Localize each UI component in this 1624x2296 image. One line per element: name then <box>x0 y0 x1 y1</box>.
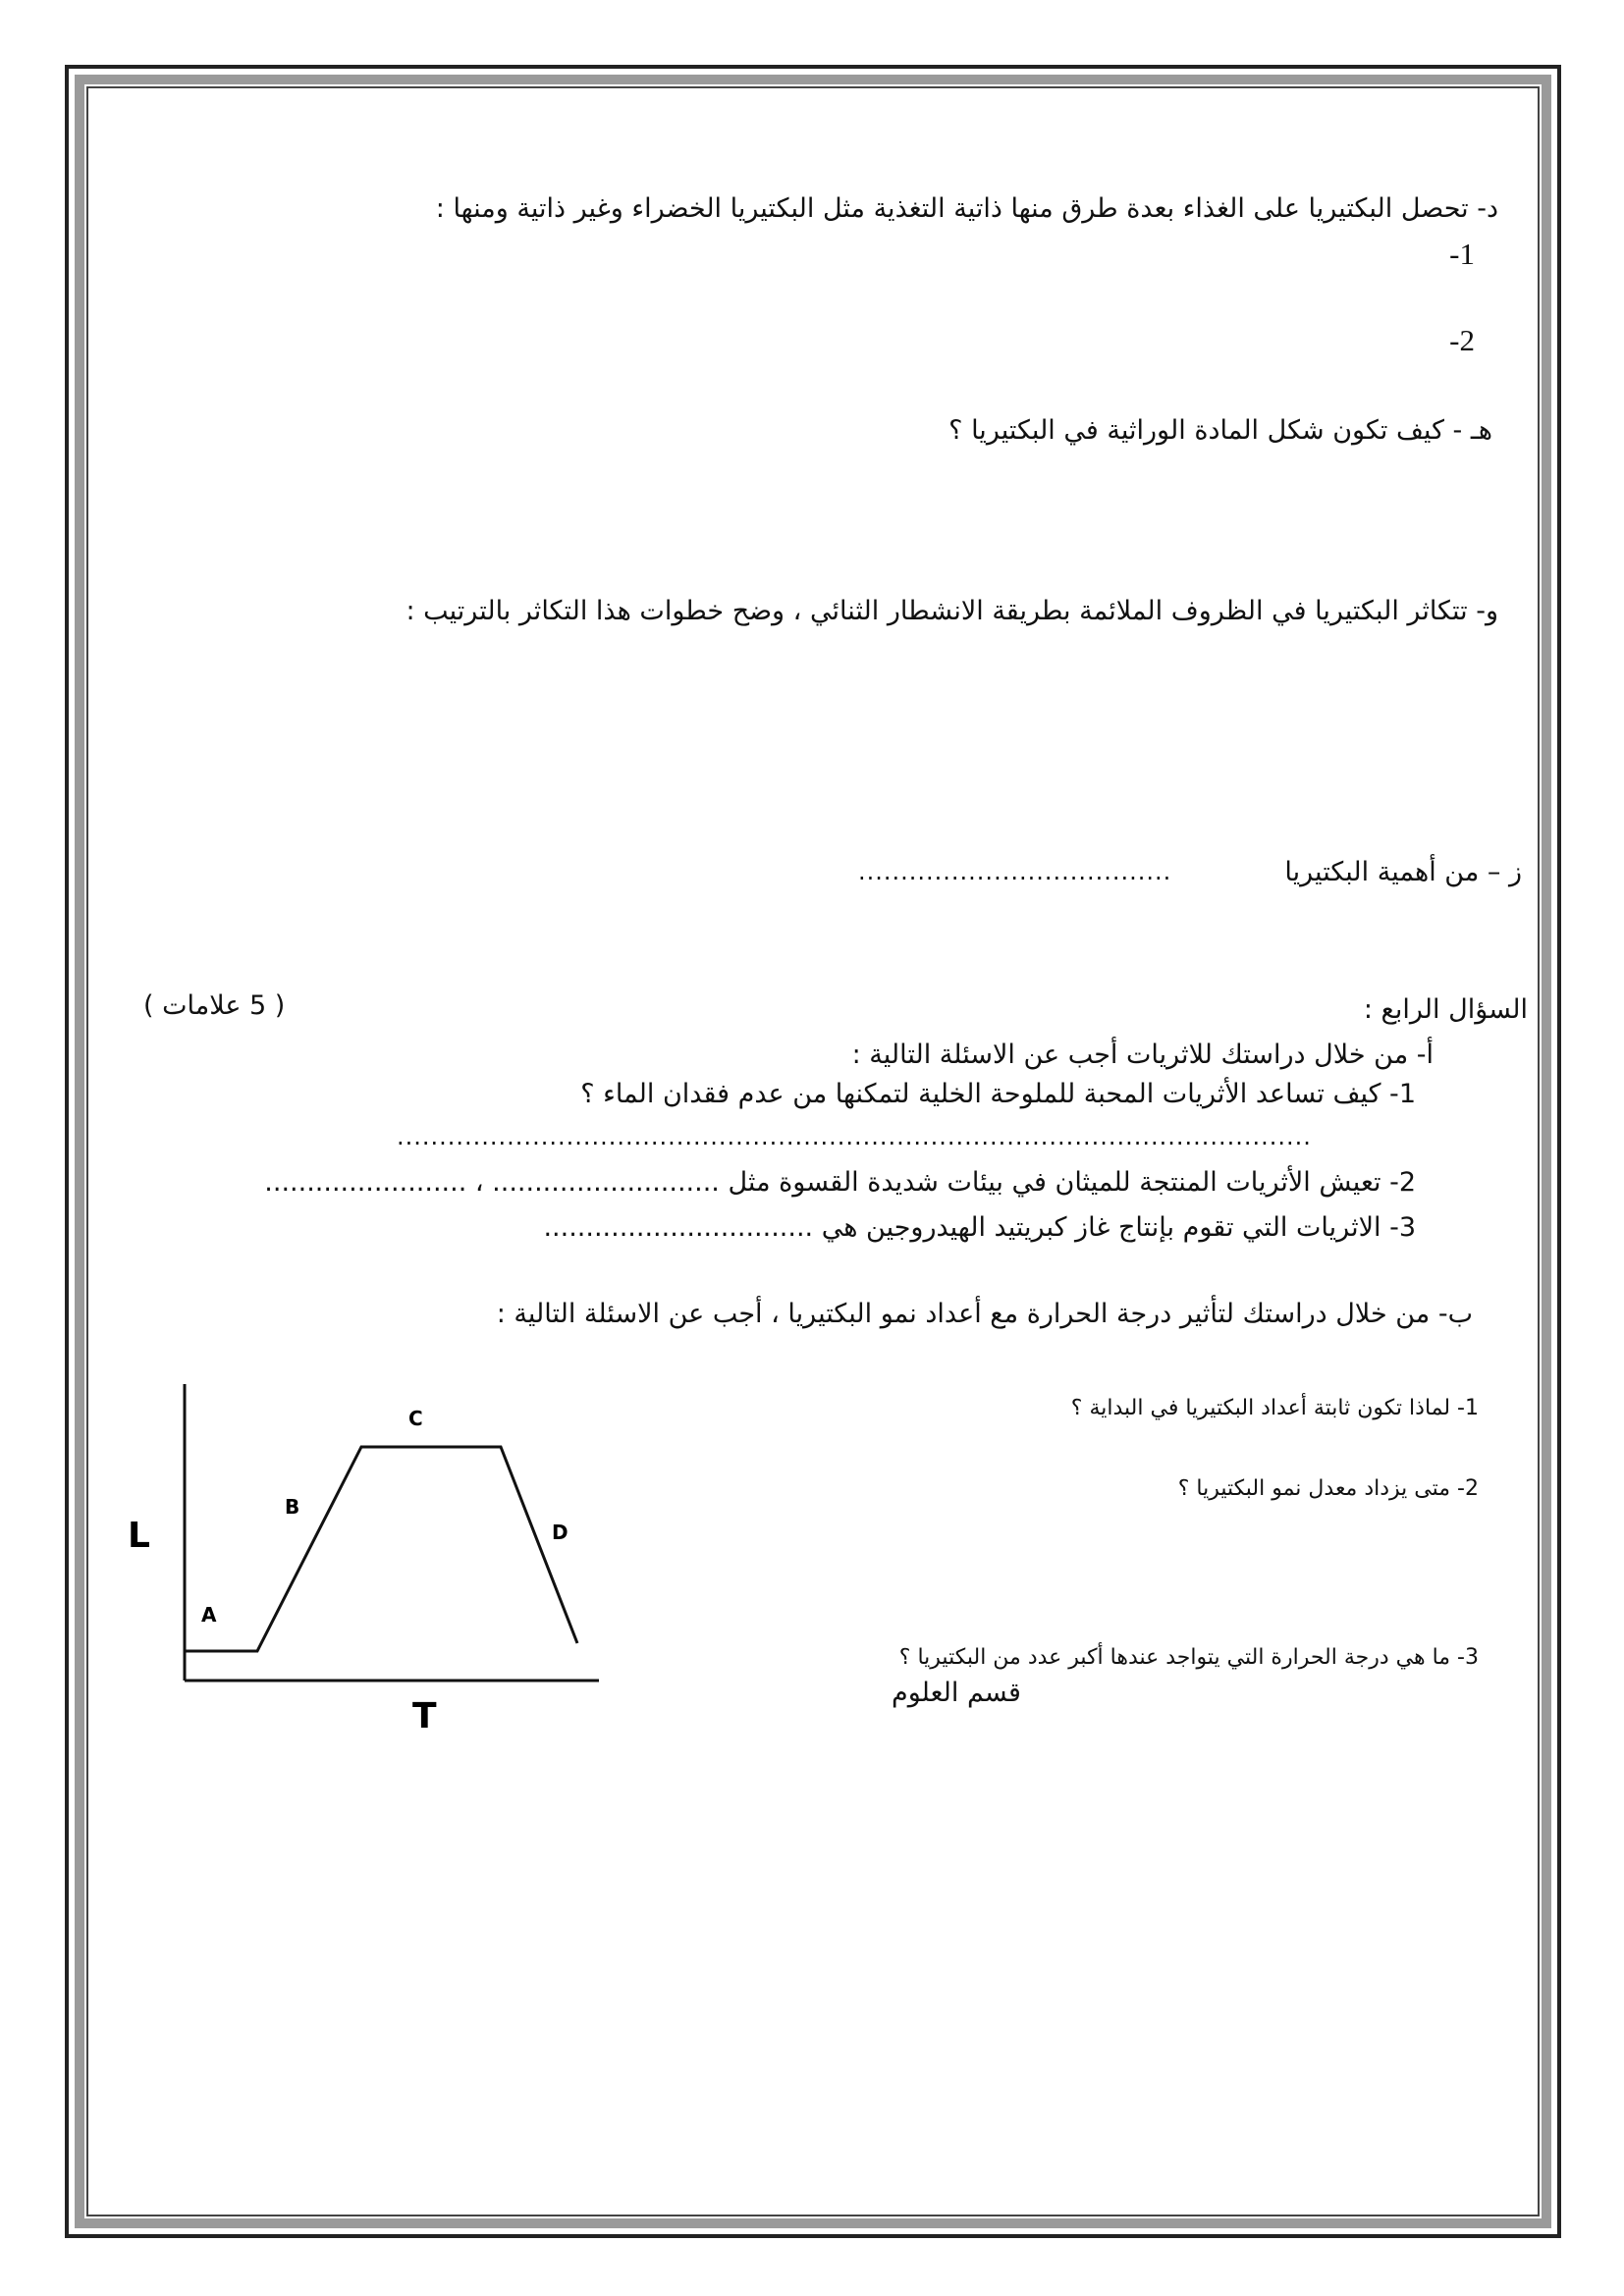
graph-curve <box>185 1447 577 1651</box>
section-d-item-2: -2 <box>1449 323 1475 357</box>
graph-x-label: T <box>412 1696 437 1736</box>
section-d-item-1: -1 <box>1449 237 1475 271</box>
q4-title: السؤال الرابع : <box>1363 994 1528 1025</box>
graph-label-b: B <box>285 1495 300 1519</box>
q4-part-a-q3: 3- الاثريات التي تقوم بإنتاج غاز كبريتيد الهيدروجين هي ................................ <box>543 1212 1416 1243</box>
graph-label-a: A <box>201 1603 217 1627</box>
graph-y-label: L <box>128 1516 150 1556</box>
graph-label-c: C <box>408 1407 423 1430</box>
q4-part-a-q1: 1- كيف تساعد الأثريات المحبة للملوحة الخلية لتمكنها من عدم فقدان الماء ؟ <box>580 1079 1416 1109</box>
section-z-question: ز – من أهمية البكتيريا <box>1284 857 1522 887</box>
q4-marks: ( 5 علامات ) <box>143 990 286 1021</box>
q4-part-b-q3: 3- ما هي درجة الحرارة التي يتواجد عندها أكبر عدد من البكتيريا ؟ <box>898 1645 1479 1670</box>
department-footer: قسم العلوم <box>892 1678 1021 1708</box>
q4-part-a-q1-dots: ............................................................................................................ <box>397 1123 1312 1150</box>
q4-part-a-q2: 2- تعيش الأثريات المنتجة للميثان في بيئات شديدة القسوة مثل ........................... ، ........................ <box>264 1167 1416 1198</box>
section-z-answer-dots: ..................................... <box>858 858 1172 885</box>
section-w-question: و- تتكاثر البكتيريا في الظروف الملائمة بطريقة الانشطار الثنائي ، وضح خطوات هذا التكاثر بالترتيب : <box>406 596 1498 626</box>
page-border-inner <box>86 86 1540 2216</box>
section-d-question: د- تحصل البكتيريا على الغذاء بعدة طرق منها ذاتية التغذية مثل البكتيريا الخضراء وغير ذاتية ومنها : <box>435 193 1498 224</box>
section-h-question: هـ - كيف تكون شكل المادة الوراثية في البكتيريا ؟ <box>948 415 1492 446</box>
q4-part-b-intro: ب- من خلال دراستك لتأثير درجة الحرارة مع أعداد نمو البكتيريا ، أجب عن الاسئلة التالية : <box>496 1299 1473 1329</box>
q4-part-b-q1: 1- لماذا تكون ثابتة أعداد البكتيريا في البداية ؟ <box>1070 1396 1479 1420</box>
graph-label-d: D <box>552 1521 568 1544</box>
bacteria-growth-graph <box>108 1364 619 1737</box>
q4-part-a-intro: أ- من خلال دراستك للاثريات أجب عن الاسئلة التالية : <box>851 1040 1434 1070</box>
q4-part-b-q2: 2- متى يزداد معدل نمو البكتيريا ؟ <box>1177 1476 1479 1501</box>
